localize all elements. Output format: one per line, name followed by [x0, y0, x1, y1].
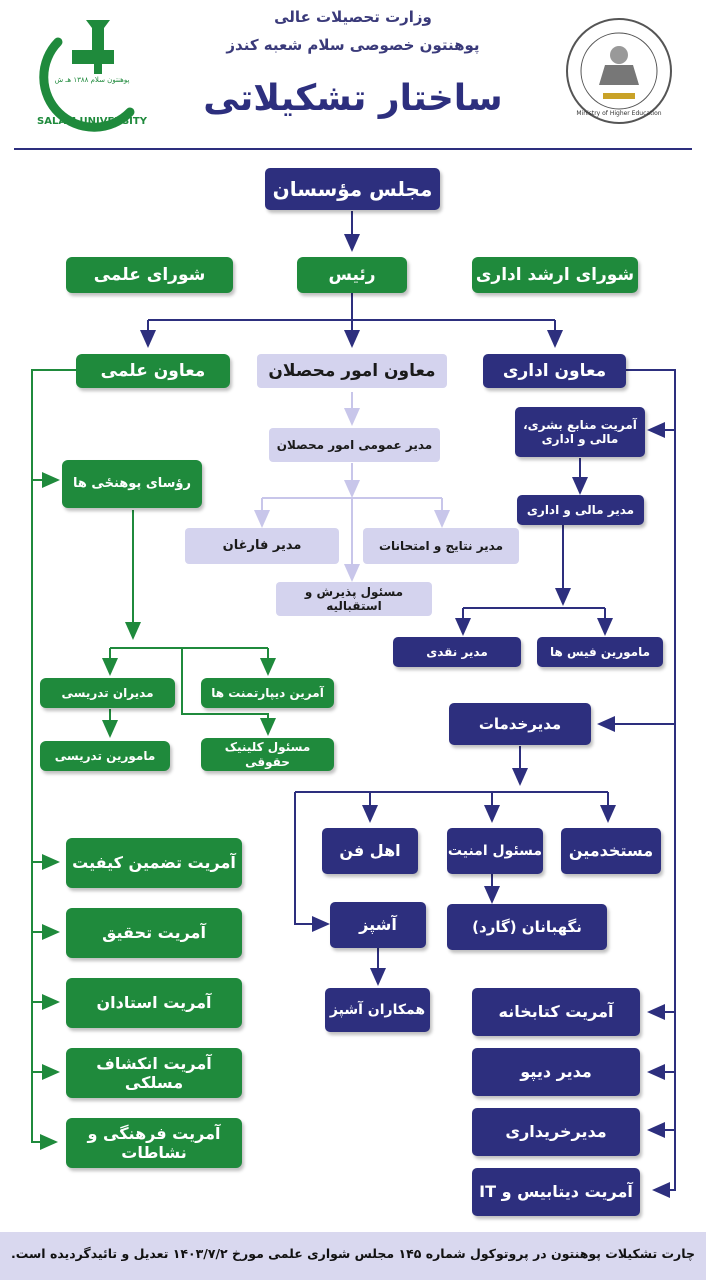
finance-admin-manager: مدیر مالی و اداری [517, 495, 644, 525]
vp-admin: معاون اداری [483, 354, 626, 388]
general-manager-students: مدیر عمومی امور محصلان [269, 428, 440, 462]
hr-finance-admin-office: آمریت منابع بشری، مالی و اداری [515, 407, 645, 457]
admission-reception: مسئول پذیرش و استقبالیه [276, 582, 432, 616]
fees-staff: مامورین فیس ها [537, 637, 663, 667]
footer-note: چارت تشکیلات پوهنتون در پروتوکول شماره ۱۴۵ مجلس شوارى علمی مورخ ۱۴۰۳/۷/۲ تعدیل و تائیدگردیده است. [11, 1246, 695, 1261]
footer-bar [0, 1232, 706, 1280]
teaching-managers: مدیران تدریسی [40, 678, 175, 708]
cook: آشپز [330, 902, 426, 948]
university-name: پوهنتون خصوصی سلام شعبه کندز [226, 36, 480, 54]
academic-council: شورای علمی [66, 257, 233, 293]
faculty-deans: رؤسای پوهنځی ها [62, 460, 202, 508]
svg-text:پوهنتون سلام ۱۳۸۸ هـ ش: پوهنتون سلام ۱۳۸۸ هـ ش [54, 76, 130, 84]
cook-assistants: همکاران آشپز [325, 988, 430, 1032]
servants: مستخدمین [561, 828, 661, 874]
page-title: ساختار تشکیلاتی [203, 78, 503, 119]
manager-results-exams: مدیر نتایج و امتحانات [363, 528, 519, 564]
manager-graduates: مدیر فارغان [185, 528, 339, 564]
database-it-office: آمریت دیتابیس و IT [472, 1168, 640, 1216]
founders-council: مجلس مؤسسان [265, 168, 440, 210]
senior-admin-council: شورای ارشد اداری [472, 257, 638, 293]
guards: نگهبانان (گارد) [447, 904, 607, 950]
professional-development-office: آمریت انکشاف مسلکی [66, 1048, 242, 1098]
svg-text:Ministry of Higher Education: Ministry of Higher Education [576, 110, 662, 117]
president: رئیس [297, 257, 407, 293]
library-office: آمریت کتابخانه [472, 988, 640, 1036]
depot-manager: مدیر دیپو [472, 1048, 640, 1096]
technicians: اهل فن [322, 828, 418, 874]
security-officer: مسئول امنیت [447, 828, 543, 874]
culture-activities-office: آمریت فرهنگی و نشاطات [66, 1118, 242, 1168]
professors-office: آمریت استادان [66, 978, 242, 1028]
legal-clinic-officer: مسئول کلینیک حقوقی [201, 738, 334, 771]
procurement-manager: مدیرخریداری [472, 1108, 640, 1156]
svg-text:SALAM UNIVERSITY: SALAM UNIVERSITY [37, 116, 147, 127]
quality-assurance-office: آمریت تضمین کیفیت [66, 838, 242, 888]
research-office: آمریت تحقیق [66, 908, 242, 958]
services-manager: مدیرخدمات [449, 703, 591, 745]
vp-students: معاون امور محصلان [257, 354, 447, 388]
vp-academic: معاون علمی [76, 354, 230, 388]
ministry-name: وزارت تحصیلات عالی [274, 8, 432, 26]
teaching-staff: مامورین تدریسی [40, 741, 170, 771]
cash-manager: مدیر نقدی [393, 637, 521, 667]
department-heads: آمرین دیپارتمنت ها [201, 678, 334, 708]
